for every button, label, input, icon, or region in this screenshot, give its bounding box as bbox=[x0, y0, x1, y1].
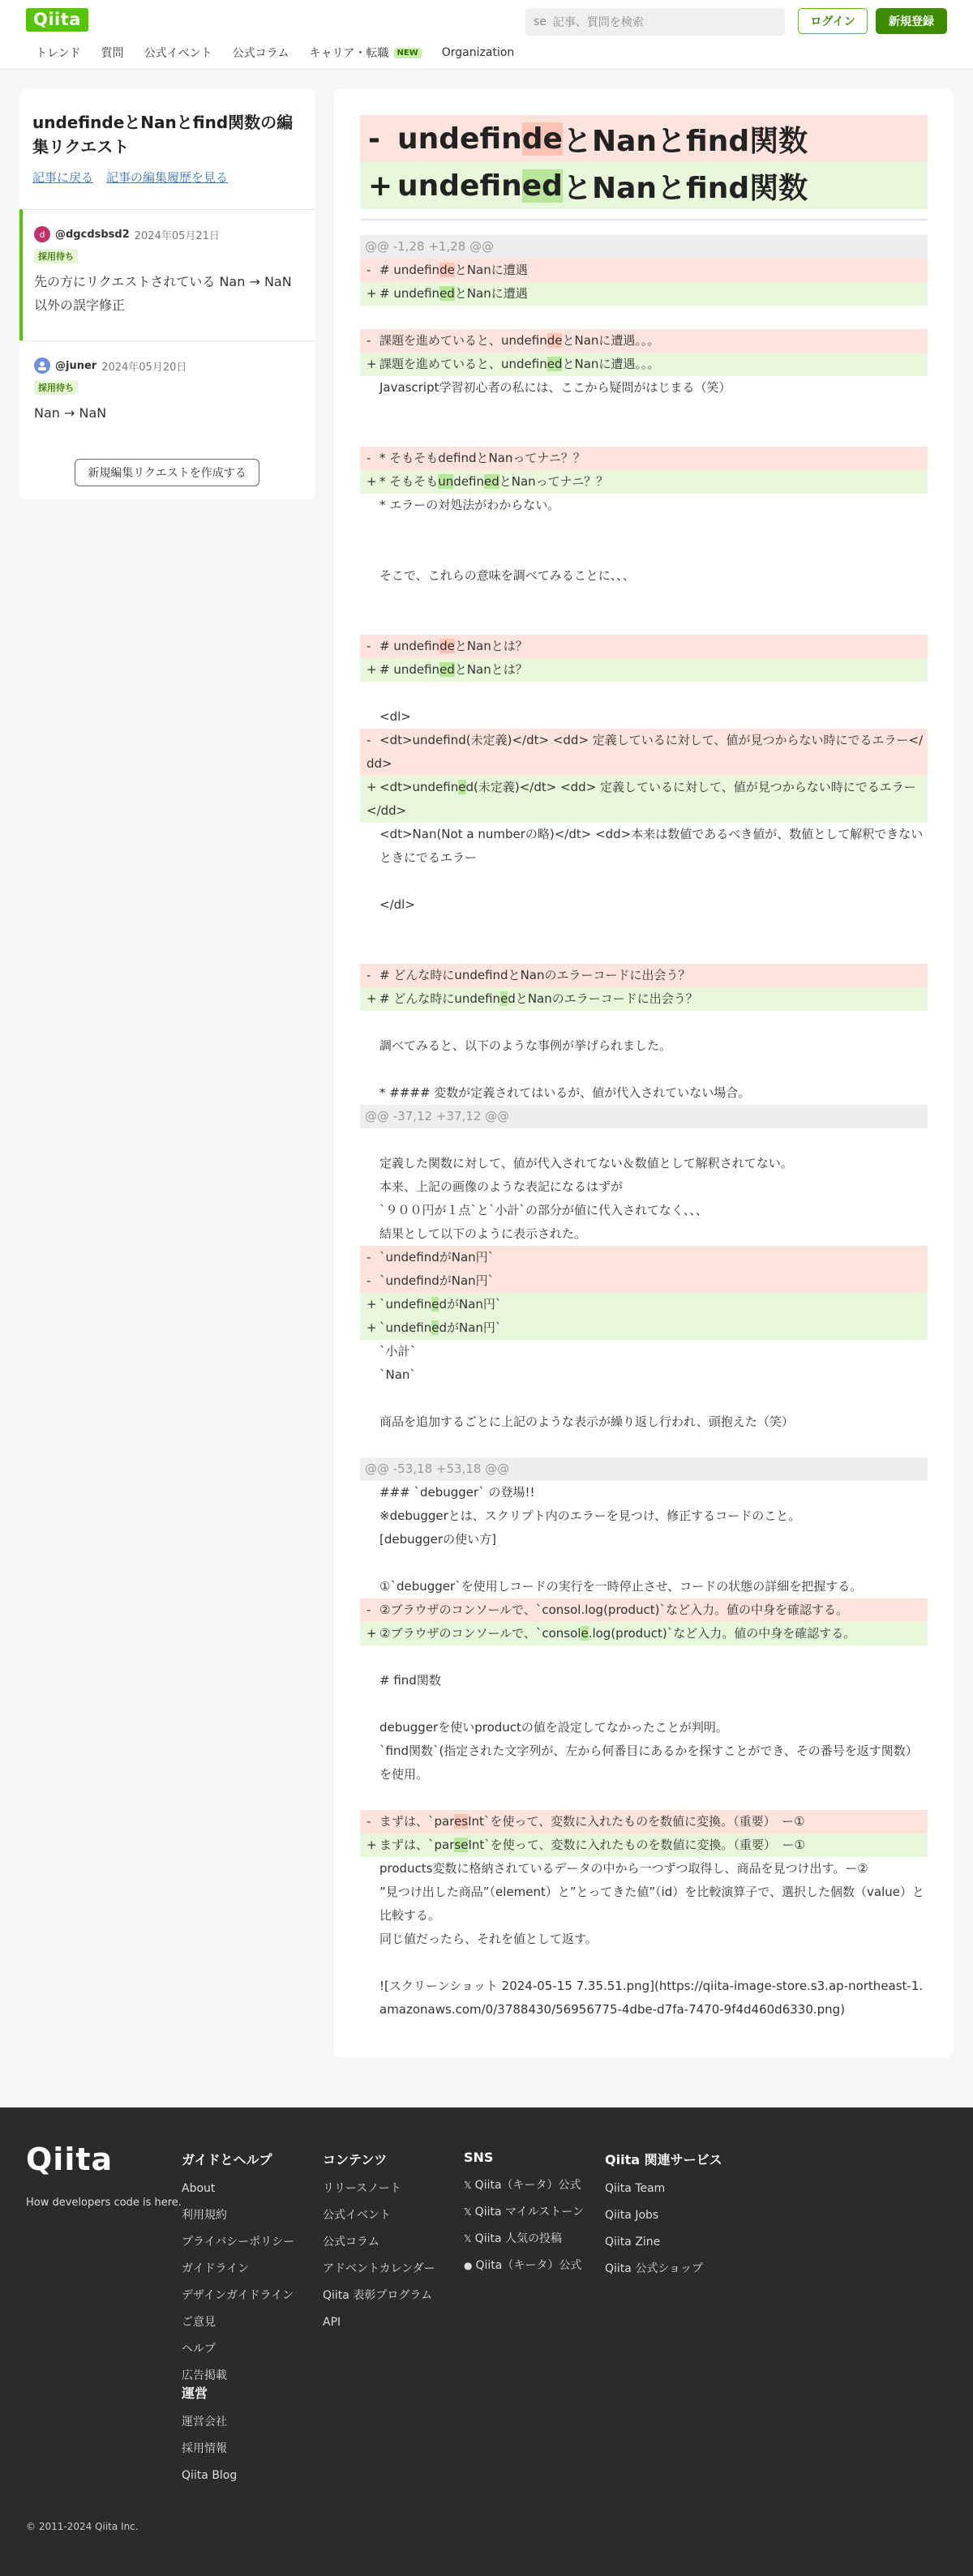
line-text: # undefin bbox=[379, 662, 440, 677]
context-line: products変数に格納されているデータの中から一つずつ取得し、商品を見つけ出す。ー② bbox=[379, 1861, 868, 1876]
context-line: 商品を追加するごとに上記のような表示が繰り返し行われ、頭抱えた（笑） bbox=[379, 1414, 794, 1429]
changed-text: e bbox=[500, 991, 508, 1006]
blank-line bbox=[360, 306, 928, 329]
request-user bbox=[34, 357, 302, 374]
nav-label: 公式コラム bbox=[232, 47, 289, 60]
footer-link-label: 採用情報 bbox=[182, 2442, 227, 2455]
facebook-icon: ● bbox=[464, 2260, 473, 2271]
footer-link[interactable] bbox=[323, 2261, 435, 2288]
signup-button[interactable]: 新規登録 bbox=[876, 8, 947, 34]
footer-link-label: Qiita 公式ショップ bbox=[605, 2262, 704, 2275]
footer-link-label: Qiita Blog bbox=[182, 2469, 238, 2482]
footer-link[interactable] bbox=[182, 2261, 294, 2288]
blank-line bbox=[360, 588, 928, 611]
line-text: <dt>undefin bbox=[379, 780, 459, 794]
new-edit-request-button[interactable]: 新規編集リクエストを作成する bbox=[75, 459, 259, 486]
footer-link-label: プライバシーポリシー bbox=[182, 2236, 295, 2249]
blank-line bbox=[360, 1011, 928, 1034]
footer-column-title: コンテンツ bbox=[323, 2152, 388, 2167]
changed-text: e bbox=[581, 1626, 589, 1641]
sidebar-links bbox=[19, 159, 315, 186]
added-line bbox=[360, 987, 928, 1011]
footer-column-title: 運営 bbox=[182, 2386, 208, 2401]
line-text: # undefin bbox=[379, 263, 440, 277]
blank-line bbox=[360, 940, 928, 964]
body-diff bbox=[360, 235, 928, 2022]
line-text: .log(product)`など入力。値の中身を確認する。 bbox=[588, 1626, 856, 1641]
footer-link[interactable] bbox=[605, 2235, 722, 2261]
nav-label: Organization bbox=[441, 46, 515, 59]
changed-text: e bbox=[431, 1320, 439, 1335]
footer-link-label: Qiita Team bbox=[605, 2182, 666, 2195]
changed-text: ed bbox=[439, 662, 455, 677]
footer-link-label: 広告掲載 bbox=[182, 2369, 227, 2382]
footer-link[interactable] bbox=[182, 2235, 294, 2261]
line-text: ②ブラウザのコンソールで、`consol bbox=[379, 1626, 581, 1641]
copyright: © 2011-2024 Qiita Inc. bbox=[26, 2521, 139, 2532]
footer-column-title: Qiita 関連サービス bbox=[605, 2152, 722, 2167]
footer-link-label: Qiita（キータ）公式 bbox=[475, 2259, 582, 2272]
line-text: Int`を使って、変数に入れたものを数値に変換。（重要） ー① bbox=[468, 1838, 805, 1852]
footer-link-label: Qiita 表彰プログラム bbox=[323, 2289, 433, 2302]
main-nav bbox=[36, 45, 534, 61]
edit-request-sidebar bbox=[19, 89, 315, 499]
deleted-line bbox=[360, 1269, 928, 1293]
added-line bbox=[360, 282, 928, 306]
context-line: ①`debugger`を使用しコードの実行を一時停止させ、コードの状態の詳細を把握する。 bbox=[379, 1579, 863, 1594]
context-line: <dt>Nan(Not a numberの略)</dt> <dd>本来は数値であるべき値が、数値として解釈できないときにでるエラー bbox=[379, 827, 924, 865]
blank-line bbox=[360, 870, 928, 893]
footer-link-label: API bbox=[323, 2316, 341, 2329]
x-icon: 𝕏 bbox=[464, 2206, 472, 2218]
diff-sign: - bbox=[366, 733, 371, 747]
footer-link-label: 利用規約 bbox=[182, 2209, 227, 2222]
added-line bbox=[360, 776, 928, 823]
context-line: `Nan` bbox=[379, 1367, 416, 1382]
footer-link-label: アドベントカレンダー bbox=[323, 2262, 435, 2275]
blank-line bbox=[360, 917, 928, 940]
diff-sign: - bbox=[366, 1814, 371, 1829]
context-line: 調べてみると、以下のような事例が挙げられました。 bbox=[379, 1038, 672, 1053]
request-username[interactable]: @juner bbox=[55, 359, 97, 372]
context-line: [debuggerの使い方] bbox=[379, 1532, 496, 1547]
changed-text: ed bbox=[547, 357, 563, 371]
footer-link[interactable] bbox=[182, 2441, 237, 2468]
footer-link[interactable] bbox=[323, 2235, 435, 2261]
title-diff-deleted bbox=[360, 115, 928, 162]
changed-text: ed bbox=[439, 286, 455, 301]
footer-link-label: デザインガイドライン bbox=[182, 2289, 294, 2302]
footer-column bbox=[464, 2150, 584, 2285]
footer-column bbox=[323, 2150, 435, 2342]
diff-sign: + bbox=[366, 780, 377, 794]
blank-line bbox=[360, 1787, 928, 1810]
diff-sign: + bbox=[366, 1320, 377, 1335]
footer-link-label: Qiita Jobs bbox=[605, 2209, 659, 2222]
deleted-line bbox=[360, 259, 928, 282]
footer-link[interactable] bbox=[323, 2181, 435, 2208]
footer-link-label: Qiita マイルストーン bbox=[474, 2206, 585, 2219]
footer-column bbox=[182, 2383, 237, 2495]
footer-link[interactable] bbox=[464, 2258, 584, 2285]
context-line: # find関数 bbox=[379, 1673, 441, 1688]
added-line bbox=[360, 658, 928, 682]
x-icon: 𝕏 bbox=[464, 2180, 472, 2191]
line-text: とNanってナニ？？ bbox=[499, 474, 609, 489]
context-line: ### `debugger` の登場!! bbox=[379, 1485, 535, 1500]
qiita-logo[interactable]: Qiita bbox=[26, 8, 88, 32]
line-text: `undefin bbox=[379, 1297, 432, 1312]
request-date: 2024年05月20日 bbox=[101, 361, 187, 374]
line-text: d(未定義)</dt> <dd> 定義しているに対して、値が見つからない時にでるエラー</dd> bbox=[366, 780, 916, 818]
line-text: `undefin bbox=[379, 1320, 432, 1335]
blank-line bbox=[360, 1951, 928, 1975]
changed-text: e bbox=[431, 1297, 439, 1312]
footer-link[interactable] bbox=[182, 2342, 294, 2368]
title-highlight: ed bbox=[521, 169, 563, 203]
footer-column-title: SNS bbox=[464, 2150, 494, 2165]
diff-sign: + bbox=[366, 286, 377, 301]
context-line: <dl> bbox=[379, 709, 411, 724]
footer-link[interactable] bbox=[464, 2205, 584, 2232]
blank-line bbox=[360, 1692, 928, 1716]
nav-label: トレンド bbox=[36, 47, 81, 60]
diff-sign: + bbox=[366, 1297, 377, 1312]
nav-label: 質問 bbox=[101, 47, 124, 60]
line-text: defindとNanってナニ？？ bbox=[438, 451, 585, 465]
diff-sign: + bbox=[366, 357, 377, 371]
line-text: とNanとは？ bbox=[454, 662, 528, 677]
context-line: debuggerを使いproductの値を設定してなかったことが判明。 bbox=[379, 1720, 728, 1735]
footer-link-label: Qiita 人気の投稿 bbox=[474, 2232, 562, 2245]
footer-link[interactable] bbox=[605, 2261, 722, 2288]
context-line: Javascript学習初心者の私には、ここから疑問がはじまる（笑） bbox=[379, 380, 731, 395]
line-text: # undefin bbox=[379, 639, 440, 653]
nav-official-columns[interactable] bbox=[233, 45, 289, 61]
added-line bbox=[360, 1316, 928, 1340]
diff-sign: - bbox=[366, 451, 371, 465]
deleted-line bbox=[360, 729, 928, 776]
divider bbox=[360, 219, 928, 220]
line-text: defin bbox=[453, 474, 485, 489]
line-text: # undefin bbox=[379, 286, 440, 301]
line-text: とNanに遭遇。。。 bbox=[562, 333, 660, 348]
blank-line bbox=[360, 400, 928, 423]
footer-link-label: リリースノート bbox=[323, 2182, 401, 2195]
diff-sign: - bbox=[366, 1250, 371, 1264]
diff-sign: - bbox=[366, 968, 371, 982]
line-text: `undefindがNan円` bbox=[379, 1273, 495, 1288]
line-text: とNanとは？ bbox=[454, 639, 528, 653]
edit-request-item[interactable] bbox=[19, 340, 315, 441]
deleted-line bbox=[360, 329, 928, 353]
nav-organization[interactable] bbox=[442, 45, 515, 61]
blank-line bbox=[360, 682, 928, 705]
line-text: とNanに遭遇 bbox=[454, 286, 528, 301]
blank-line bbox=[360, 1387, 928, 1410]
blank-line bbox=[360, 1551, 928, 1575]
avatar bbox=[34, 357, 50, 374]
line-text: ②ブラウザのコンソールで、`consol.log(product)`など入力。値の中身を確認する。 bbox=[379, 1603, 848, 1617]
diff-sign: - bbox=[366, 1273, 371, 1288]
nav-trend[interactable] bbox=[36, 45, 81, 61]
deleted-line bbox=[360, 1810, 928, 1834]
blank-line bbox=[360, 611, 928, 635]
context-line: 本来、上記の画像のような表記になるはずが bbox=[379, 1179, 624, 1194]
context-line: * #### 変数が定義されてはいるが、値が代入されていない場合。 bbox=[379, 1085, 751, 1100]
edit-history-link[interactable]: 記事の編集履歴を見る bbox=[106, 170, 229, 185]
deleted-line bbox=[360, 635, 928, 658]
blank-line bbox=[360, 1645, 928, 1669]
changed-text: un bbox=[438, 474, 454, 489]
diff-sign: + bbox=[366, 1626, 377, 1641]
line-text: とNanに遭遇 bbox=[454, 263, 528, 277]
footer-link-label: Qiita Zine bbox=[605, 2236, 661, 2249]
changed-text: e bbox=[458, 780, 466, 794]
context-line: ![スクリーンショット 2024-05-15 7.35.51.png](https://qiita-image-store.s3.ap-northeast-1.amazonaws.com/0/3788430/56956775-4dbe-d7fa-7470-9f4d460d6330.png) bbox=[379, 1979, 924, 2017]
blank-line bbox=[360, 1128, 928, 1152]
search-placeholder: 記事、質問を検索 bbox=[552, 16, 644, 29]
diff-sign: + bbox=[366, 1838, 377, 1852]
context-line: 結果として以下のように表示された。 bbox=[379, 1226, 587, 1241]
x-icon: 𝕏 bbox=[464, 2233, 472, 2244]
title-highlight: de bbox=[521, 122, 563, 156]
footer-link[interactable] bbox=[464, 2232, 584, 2258]
hunk-header: @@ -53,18 +53,18 @@ bbox=[360, 1457, 928, 1481]
site-footer bbox=[0, 2107, 973, 2576]
request-user bbox=[34, 226, 302, 242]
line-text: # どんな時にundefindとNanのエラーコードに出会う？ bbox=[379, 968, 691, 982]
footer-link[interactable] bbox=[605, 2208, 722, 2235]
nav-career[interactable] bbox=[310, 45, 422, 61]
context-line: `小計` bbox=[379, 1344, 417, 1359]
blank-line bbox=[360, 541, 928, 564]
site-header bbox=[0, 0, 973, 70]
line-text: dがNan円` bbox=[439, 1320, 502, 1335]
line-text: Int`を使って、変数に入れたものを数値に変換。（重要） ー① bbox=[468, 1814, 805, 1829]
title-text: とNanとfind関数 bbox=[562, 124, 808, 158]
footer-link[interactable] bbox=[182, 2181, 294, 2208]
footer-link[interactable] bbox=[182, 2315, 294, 2342]
diff-sign: - bbox=[366, 263, 371, 277]
deleted-line bbox=[360, 447, 928, 470]
footer-column bbox=[182, 2150, 294, 2395]
line-text: * そもそも bbox=[379, 474, 439, 489]
added-line bbox=[360, 353, 928, 376]
context-line: </dl> bbox=[379, 897, 415, 912]
avatar: d bbox=[34, 226, 50, 242]
context-line: 同じ値だったら、それを値として返す。 bbox=[379, 1932, 598, 1946]
footer-column bbox=[605, 2150, 722, 2288]
request-username[interactable]: @dgcdsbsd2 bbox=[55, 228, 130, 241]
line-text: <dt>undefind(未定義)</dt> <dd> 定義しているに対して、値が見つからない時にでるエラー</dd> bbox=[366, 733, 924, 771]
title-diff-added bbox=[360, 162, 928, 209]
new-badge: NEW bbox=[394, 48, 422, 58]
footer-link-label: 公式コラム bbox=[323, 2236, 379, 2249]
diff-sign: - bbox=[366, 333, 371, 348]
nav-official-events[interactable] bbox=[144, 45, 212, 61]
search-icon: se bbox=[534, 15, 547, 28]
title-text: とNanとfind関数 bbox=[562, 171, 808, 205]
context-line: ”見つけ出した商品”（element）と”とってきた値”（id）を比較演算子で、選択した個数（value）と比較する。 bbox=[379, 1885, 925, 1923]
title-text: undefin bbox=[397, 169, 522, 203]
back-to-article-link[interactable]: 記事に戻る bbox=[32, 170, 94, 185]
request-date: 2024年05月21日 bbox=[134, 229, 220, 242]
changed-text: de bbox=[439, 263, 455, 277]
nav-label: 公式イベント bbox=[144, 47, 212, 60]
diff-sign: + bbox=[366, 662, 377, 677]
hunk-header: @@ -37,12 +37,12 @@ bbox=[360, 1105, 928, 1128]
diff-sign: - bbox=[368, 122, 380, 156]
footer-logo[interactable]: Qiita bbox=[26, 2142, 114, 2177]
sidebar-title: undefindeとNanとfind関数の編集リクエスト bbox=[32, 113, 294, 156]
footer-link[interactable] bbox=[323, 2288, 435, 2315]
footer-link[interactable] bbox=[182, 2288, 294, 2315]
changed-text: de bbox=[547, 333, 563, 348]
footer-link-label: 公式イベント bbox=[323, 2209, 391, 2222]
line-text: とNanに遭遇。。。 bbox=[562, 357, 660, 371]
footer-link[interactable] bbox=[323, 2315, 435, 2342]
changed-text: es bbox=[454, 1814, 469, 1829]
request-summary: 先の方にリクエストされている Nan → NaN 以外の誤字修正 bbox=[34, 274, 292, 313]
footer-link-label: ご意見 bbox=[182, 2316, 216, 2329]
nav-label: キャリア・転職 bbox=[309, 47, 389, 60]
line-text: dとNanのエラーコードに出会う？ bbox=[508, 991, 698, 1006]
context-line: `９００円が１点`と`小計`の部分が値に代入されてなく、、、 bbox=[379, 1203, 708, 1217]
footer-link[interactable] bbox=[605, 2181, 722, 2208]
footer-column-title: ガイドとヘルプ bbox=[182, 2152, 272, 2167]
footer-link-label: 運営会社 bbox=[182, 2416, 227, 2428]
login-button[interactable]: ログイン bbox=[798, 8, 868, 34]
status-badge: 採用待ち bbox=[34, 249, 78, 263]
added-line bbox=[360, 1622, 928, 1645]
line-text: * そもそも bbox=[379, 451, 439, 465]
diff-sign: - bbox=[366, 639, 371, 653]
line-text: dがNan円` bbox=[439, 1297, 502, 1312]
footer-link[interactable] bbox=[182, 2415, 237, 2441]
line-text: 課題を進めていると、undefin bbox=[379, 357, 547, 371]
blank-line bbox=[360, 517, 928, 541]
deleted-line bbox=[360, 964, 928, 987]
footer-link[interactable] bbox=[323, 2208, 435, 2235]
changed-text: de bbox=[439, 639, 455, 653]
changed-text: se bbox=[454, 1838, 469, 1852]
diff-sign: + bbox=[368, 169, 393, 203]
diff-panel bbox=[334, 89, 954, 2057]
edit-request-item[interactable] bbox=[19, 209, 315, 340]
footer-link[interactable] bbox=[182, 2208, 294, 2235]
status-badge: 採用待ち bbox=[34, 380, 78, 395]
context-line: * エラーの対処法がわからない。 bbox=[379, 498, 560, 512]
added-line bbox=[360, 1834, 928, 1857]
request-summary: Nan → NaN bbox=[34, 405, 107, 421]
line-text: まずは、`par bbox=[379, 1814, 455, 1829]
search-input[interactable] bbox=[525, 8, 785, 36]
added-line bbox=[360, 1293, 928, 1316]
hunk-header: @@ -1,28 +1,28 @@ bbox=[360, 235, 928, 259]
deleted-line bbox=[360, 1246, 928, 1269]
context-line: `find関数`(指定された文字列が、左から何番目にあるかを探すことができ、その番号を返す関数）を使用。 bbox=[379, 1744, 918, 1782]
context-line: 定義した関数に対して、値が代入されてない＆数値として解釈されてない。 bbox=[379, 1156, 793, 1170]
diff-sign: - bbox=[366, 1603, 371, 1617]
blank-line bbox=[360, 1058, 928, 1081]
footer-link-label: Qiita（キータ）公式 bbox=[474, 2179, 581, 2192]
changed-text: ed bbox=[484, 474, 499, 489]
context-line: そこで、これらの意味を調べてみることに、、、 bbox=[379, 568, 635, 583]
line-text: まずは、`par bbox=[379, 1838, 455, 1852]
context-line: ※debuggerとは、スクリプト内のエラーを見つけ、修正するコードのこと。 bbox=[379, 1508, 801, 1523]
deleted-line bbox=[360, 1598, 928, 1622]
footer-link[interactable] bbox=[182, 2468, 237, 2495]
blank-line bbox=[360, 423, 928, 447]
diff-sign: + bbox=[366, 474, 377, 489]
diff-sign: + bbox=[366, 991, 377, 1006]
footer-tagline: How developers code is here. bbox=[26, 2197, 182, 2209]
added-line bbox=[360, 470, 928, 494]
footer-link-label: ヘルプ bbox=[182, 2343, 216, 2356]
line-text: `undefindがNan円` bbox=[379, 1250, 495, 1264]
nav-questions[interactable] bbox=[101, 45, 124, 61]
line-text: # どんな時にundefin bbox=[379, 991, 501, 1006]
footer-link-label: About bbox=[182, 2182, 216, 2195]
title-text: undefin bbox=[397, 122, 522, 156]
blank-line bbox=[360, 1434, 928, 1457]
footer-link[interactable] bbox=[464, 2178, 584, 2205]
line-text: 課題を進めていると、undefin bbox=[379, 333, 547, 348]
footer-link-label: ガイドライン bbox=[182, 2262, 250, 2275]
